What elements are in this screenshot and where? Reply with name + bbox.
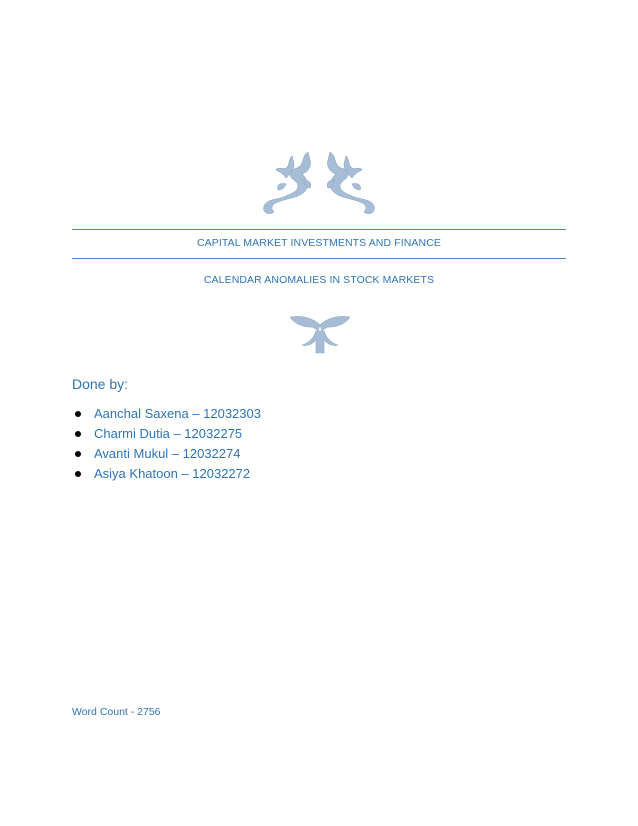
author-list — [72, 404, 261, 484]
list-item — [72, 464, 261, 484]
floral-scroll-ornament-icon — [256, 150, 382, 220]
bullet-dot-icon — [75, 431, 81, 437]
bullet-dot-icon — [75, 471, 81, 477]
list-item — [72, 444, 261, 464]
bullet-dot-icon — [75, 411, 81, 417]
report-title: CALENDAR ANOMALIES IN STOCK MARKETS — [203, 274, 435, 286]
course-title: CAPITAL MARKET INVESTMENTS AND FINANCE — [197, 237, 441, 249]
author-name: Aanchal Saxena – 12032303 — [94, 406, 261, 421]
done-by-heading: Done by: — [72, 376, 129, 392]
list-item — [72, 404, 261, 424]
list-item — [72, 424, 261, 444]
top-divider — [72, 229, 566, 230]
author-name: Asiya Khatoon – 12032272 — [94, 466, 251, 481]
bottom-divider — [72, 258, 566, 259]
fleuron-ornament-icon — [288, 309, 352, 355]
word-count: Word Count - 2756 — [72, 706, 161, 718]
author-name: Avanti Mukul – 12032274 — [94, 446, 241, 461]
author-name: Charmi Dutia – 12032275 — [94, 426, 243, 441]
bullet-dot-icon — [75, 451, 81, 457]
